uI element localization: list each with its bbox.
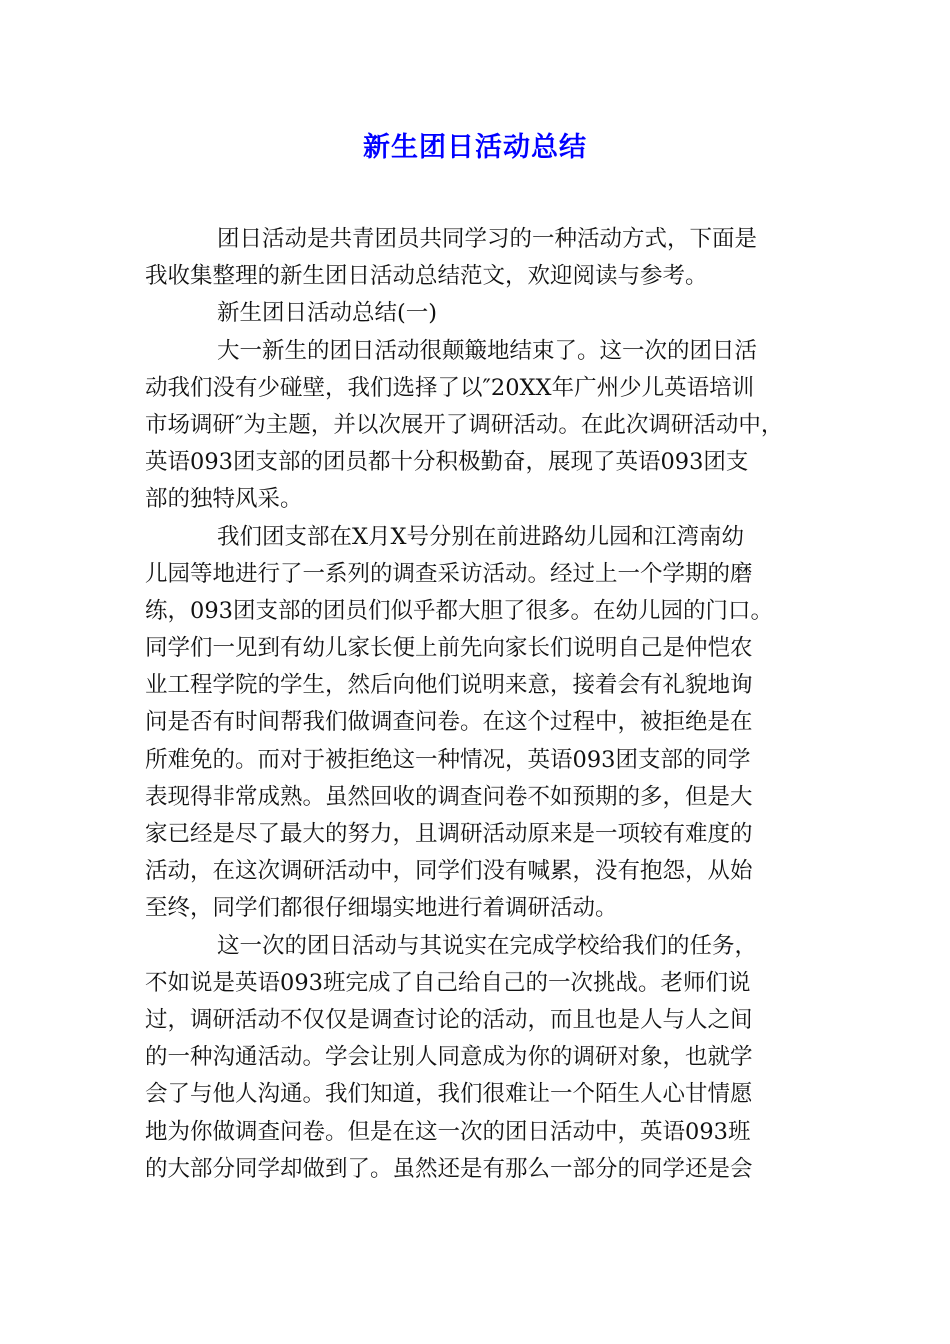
text-line: 团日活动是共青团员共同学习的一种活动方式，下面是 — [217, 226, 758, 252]
text-line: 表现得非常成熟。虽然回收的调查问卷不如预期的多，但是大 — [145, 783, 753, 810]
text-line: 的大部分同学却做到了。虽然还是有那么一部分的同学还是会 — [145, 1155, 753, 1182]
document-body — [145, 221, 805, 1188]
text-line: 新生团日活动总结(一) — [217, 300, 438, 327]
text-line: 至终，同学们都很仔细塌实地进行着调研活动。 — [145, 895, 618, 922]
text-line: 市场调研″为主题，并以次展开了调研活动。在此次调研活动中， — [145, 411, 784, 438]
text-line: 我收集整理的新生团日活动总结范文，欢迎阅读与参考。 — [145, 263, 708, 290]
text-line: 这一次的团日活动与其说实在完成学校给我们的任务， — [217, 932, 758, 959]
text-line: 练，093团支部的团员们似乎都大胆了很多。在幼儿园的门口。 — [145, 597, 773, 624]
text-line: 不如说是英语093班完成了自己给自己的一次挑战。老师们说 — [145, 969, 751, 996]
document-title: 新生团日活动总结 — [363, 132, 587, 163]
text-line: 家已经是尽了最大的努力，且调研活动原来是一项较有难度的 — [145, 821, 753, 847]
text-line: 地为你做调查问卷。但是在这一次的团日活动中，英语093班 — [145, 1118, 751, 1145]
text-line: 所难免的。而对于被拒绝这一种情况，英语093团支部的同学 — [145, 746, 751, 773]
text-line: 同学们一见到有幼儿家长便上前先向家长们说明自己是仲恺农 — [145, 635, 753, 662]
text-line: 英语093团支部的团员都十分积极勤奋，展现了英语093团支 — [145, 449, 749, 476]
text-line: 大一新生的团日活动很颠簸地结束了。这一次的团日活 — [217, 337, 758, 364]
text-line: 活动，在这次调研活动中，同学们没有喊累，没有抱怨，从始 — [145, 858, 753, 885]
text-line: 会了与他人沟通。我们知道，我们很难让一个陌生人心甘情愿 — [145, 1081, 753, 1108]
text-line: 动我们没有少碰壁，我们选择了以″20XX年广州少儿英语培训 — [145, 374, 755, 401]
text-line: 儿园等地进行了一系列的调查采访活动。经过上一个学期的磨 — [145, 560, 753, 587]
text-line: 业工程学院的学生，然后向他们说明来意，接着会有礼貌地询 — [145, 672, 753, 699]
text-line: 过，调研活动不仅仅是调查讨论的活动，而且也是人与人之间 — [145, 1006, 753, 1033]
text-line: 我们团支部在X月X号分别在前进路幼儿园和江湾南幼 — [217, 523, 745, 550]
text-line: 部的独特风采。 — [145, 486, 303, 513]
text-line: 问是否有时间帮我们做调查问卷。在这个过程中，被拒绝是在 — [145, 709, 753, 736]
text-line: 的一种沟通活动。学会让别人同意成为你的调研对象，也就学 — [145, 1044, 753, 1071]
